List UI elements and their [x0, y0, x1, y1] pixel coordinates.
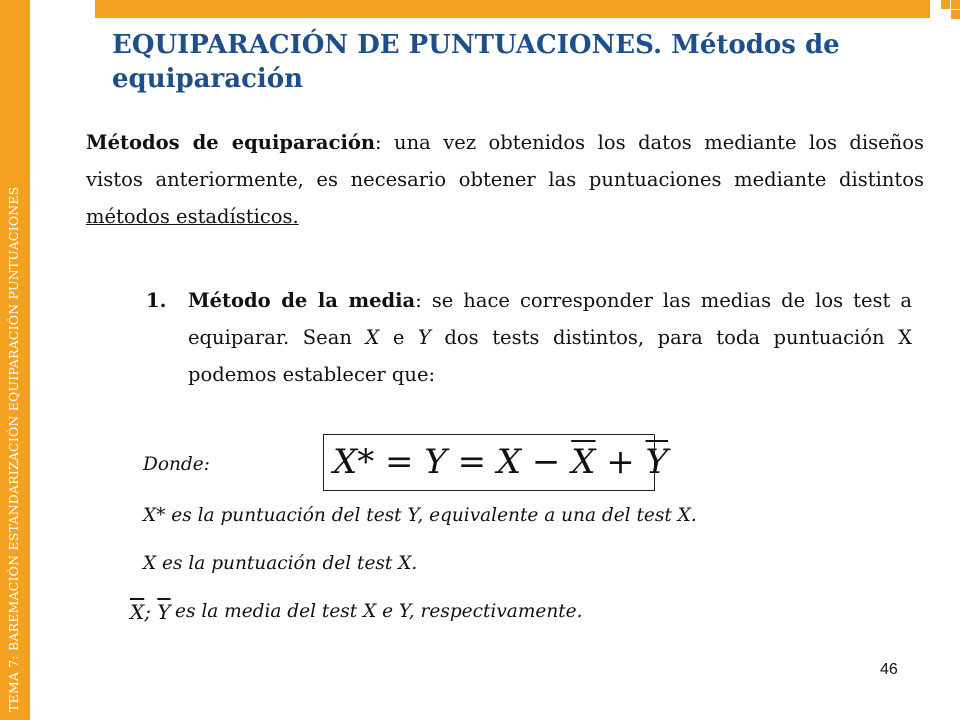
var-x: X	[365, 326, 380, 349]
formula-ybar: $\overline{Y}$	[645, 442, 668, 482]
corner-square	[951, 10, 960, 19]
def-line-2: X es la puntuación del test X.	[143, 553, 418, 574]
formula-eq: =	[446, 442, 497, 482]
var-y: Y	[417, 326, 431, 349]
formula-x: X	[496, 442, 522, 482]
formula-eq: =	[374, 442, 425, 482]
formula-plus: +	[595, 442, 646, 482]
sidebar-band	[0, 0, 30, 720]
formula	[333, 440, 668, 484]
sidebar-label: TEMA 7: BAREMACIÓN ESTANDARIZACIÓN EQUIPARACIÓN PUNTUACIONES	[6, 186, 21, 712]
formula-xbar: $\overline{X}$	[571, 442, 596, 482]
item-text2: dos tests distintos, para toda puntuación X podemos establecer que:	[188, 326, 913, 386]
intro-link-text: métodos estadísticos.	[86, 205, 299, 228]
item-body	[188, 282, 912, 393]
corner-square	[941, 0, 950, 9]
item-text1: : se hace corresponder las medias de los test a equiparar. Sean	[188, 289, 912, 349]
item-conj: e	[379, 326, 418, 349]
mean-symbol-y: $\overline{Y}$	[157, 600, 171, 624]
formula-minus: −	[521, 442, 572, 482]
intro-term: Métodos de equiparación	[86, 131, 376, 154]
item-number: 1.	[146, 289, 167, 312]
mean-symbol-sep: ;	[144, 600, 158, 624]
def-line-1: X* es la puntuación del test Y, equivalente a una del test X.	[143, 505, 697, 526]
slide-title: EQUIPARACIÓN DE PUNTUACIONES. Métodos de equiparación	[112, 30, 840, 94]
page-number: 46	[880, 661, 898, 678]
formula-lhs: X*	[333, 442, 375, 482]
mean-symbol-x: $\overline{X}$	[130, 600, 145, 624]
corner-square	[951, 0, 960, 9]
donde-label: Donde:	[143, 454, 210, 475]
intro-paragraph	[86, 124, 924, 235]
list-item	[146, 282, 912, 393]
formula-y: Y	[424, 442, 447, 482]
intro-text: : una vez obtenidos los datos mediante los diseños vistos anteriormente, es necesario obtener las puntuaciones mediante distintos	[86, 131, 924, 191]
mean-symbols	[130, 600, 171, 624]
corner-squares	[932, 0, 960, 18]
def-line-3: es la media del test X e Y, respectivamente.	[175, 601, 583, 622]
item-term: Método de la media	[188, 289, 416, 312]
top-bar	[95, 0, 930, 18]
